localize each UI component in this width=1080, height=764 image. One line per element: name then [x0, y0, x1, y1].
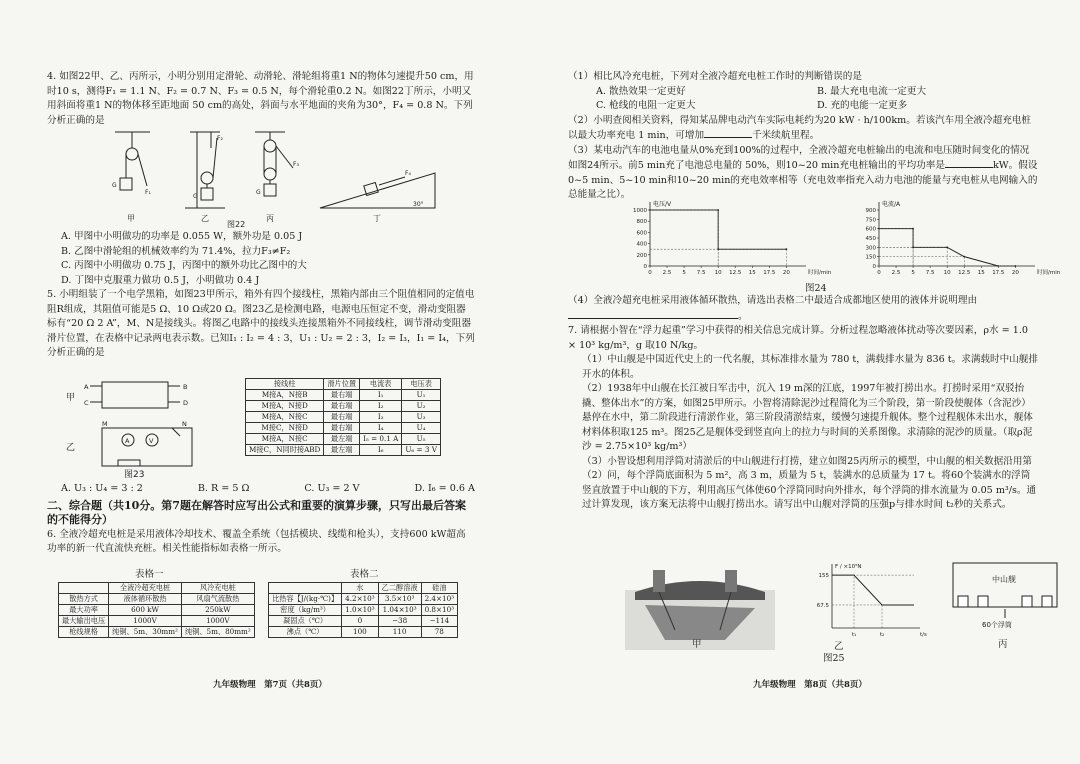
q5-table	[245, 378, 441, 456]
fig22-mark-f3: F₃	[293, 161, 299, 168]
meter-mark-v: V	[149, 437, 154, 445]
table1-row	[59, 605, 255, 616]
q5-stem: 5. 小明组装了一个电学黑箱，如图23甲所示，箱外有四个接线柱，黑箱内部由三个阻值相同的定值电阻R组成，其阻值可能是5 Ω、10 Ω或20 Ω。图23乙是检测电路，电源电压恒定不变，滑动变阻器标有“20 Ω 2 A”，M、N是接线头。将图乙电路中的接线头连接黑箱外不同接线柱，调节滑动变阻器滑片位置，在表格中记录两电表示数。已知I₁ : I₂ = 4 : 3，U₁ : U₂ = 2 : 3，I₂ = I₃，I₁ = I₄，下列分析正确的是	[47, 289, 475, 358]
fig24-caption: 图24	[805, 283, 827, 294]
table2-cell: 1.0×10³	[342, 605, 378, 616]
x-tick-label: 15	[748, 270, 756, 276]
q5-table-cell: U₂	[402, 401, 441, 412]
table1-cell: 纯铜、5m、30mm²	[109, 627, 182, 638]
table2-cell: 0	[342, 616, 378, 627]
x-tick-label: 5	[911, 270, 915, 276]
q5-th: 电流表	[360, 379, 402, 390]
fig23-label-jia: 甲	[66, 393, 76, 403]
y-axis-label: F / ×10⁵N	[835, 564, 862, 570]
q7-sub3: （3）小智设想利用浮筒对清淤后的中山舰进行打捞，建立如图25丙所示的模型，中山舰的相关数据沿用第（2）问，每个浮筒底面积为 5 m²，高 3 m，质量为 5 t，装满水的总质量为 17 t。将60个装满水的浮筒竖直放置于中山舰的下方，利用高压气体使60个浮筒同时向外排水，每个浮筒的排水流量为 0.05 m³/s。通过计算发现，该方案无法将中山舰打捞出水。请写出中山舰对浮筒的压强p与排水时间 t₂秒的关系式。	[582, 455, 1037, 510]
x-tick-label: t₁	[851, 632, 857, 638]
fig22-label-jia: 甲	[127, 214, 135, 223]
fig25-label-yi: 乙	[834, 641, 844, 652]
y-tick-label: 67.5	[816, 602, 829, 609]
data-point	[785, 248, 787, 250]
q7-sub2: （2）1938年中山舰在长江被日军击中，沉入 19 m深的江底，1997年被打捞出水。打捞时采用“双驳抬撬、整体出水”的方案，如图25甲所示。小智将清除泥沙过程简化为三个阶段，第一阶段使舰体（含泥沙）悬停在水中，第二阶段进行清淤作业，第三阶段清淤结束，缓慢匀速提升舰体。整个过程舰体未出水，舰体材料体积取125 m³。图25乙是舰体受到竖直向上的拉力与时间的关系图像。求清除的泥沙的质量。（取ρ泥沙 = 2.75×10³ kg/m³）	[582, 383, 1033, 452]
x-tick-label: 7.5	[696, 270, 706, 276]
q5-table-cell: M接A，N接C	[246, 412, 324, 423]
q5-table-cell: M接C，N同时接ABD	[246, 445, 324, 456]
q5-th: 接线柱	[246, 379, 324, 390]
q5-options	[47, 482, 475, 557]
table2-cell: 沸点（℃）	[269, 627, 342, 638]
y-tick-label: 150	[865, 254, 876, 261]
q7-stem: 7. 请根据小智在“浮力起重”学习中获得的相关信息完成计算。分析过程忽略液体扰动等次要因素，ρ水 = 1.0 × 10³ kg/m³，g 取10 N/kg。	[568, 325, 1028, 351]
box-mark-b: B	[183, 383, 188, 391]
q4-option-b: B. 乙图中滑轮组的机械效率约为 71.4%，拉力F₃≠F₂	[61, 245, 291, 257]
x-tick-label: 17.5	[992, 270, 1005, 276]
table1-cell: 250kW	[181, 605, 254, 616]
q5-table-cell: 最左端	[324, 445, 360, 456]
y-tick-label: 155	[818, 573, 829, 580]
q6-sub1: （1）相比风冷充电桩，下列对全液冷超充电桩工作时的判断错误的是	[568, 71, 862, 82]
q5-option-b: B. R = 5 Ω	[197, 483, 250, 494]
y-tick-label: 200	[636, 252, 647, 259]
y-tick-label: 450	[865, 236, 876, 242]
table2-th: 硅油	[421, 583, 457, 594]
table2-row	[269, 616, 458, 627]
fig23-label-yi: 乙	[66, 443, 76, 453]
fig22-mark-g1: G	[112, 182, 117, 189]
table2-cell: 凝固点（℃）	[269, 616, 342, 627]
table2-body	[269, 594, 458, 638]
data-point	[717, 209, 719, 211]
table1-th: 风冷充电桩	[181, 583, 254, 594]
q5-table-cell: M接C，N接D	[246, 423, 324, 434]
q6-sub1-option-a: A. 散热效果一定更好	[596, 85, 686, 97]
figure-24-voltage-chart	[626, 198, 832, 278]
x-axis-label: 时间/min	[1037, 270, 1061, 276]
q6-sub3-blank[interactable]	[945, 158, 993, 168]
q5-table-cell: 最右端	[324, 412, 360, 423]
q5-table-cell: 最左端	[324, 434, 360, 445]
table2-row	[269, 627, 458, 638]
table2-th: 水	[342, 583, 378, 594]
q5-table-row	[246, 412, 441, 423]
x-tick-label: 20	[1011, 270, 1019, 276]
q5-th: 电压表	[402, 379, 441, 390]
table2-cell: 4.2×10³	[342, 594, 378, 605]
q6-sub4-blank[interactable]	[568, 309, 738, 319]
fig25-label-jia: 甲	[692, 639, 702, 650]
y-tick-label: 300	[865, 245, 876, 252]
q6-sub4-text: （4）全液冷超充电桩采用液体循环散热，请选出表格二中最适合成都地区使用的液体并说明理由	[568, 295, 978, 306]
box-mark-c: C	[84, 399, 89, 407]
q5-table-cell: I₁	[360, 390, 402, 401]
fig22-label-ding: 丁	[373, 214, 381, 223]
q6-sub3	[568, 144, 1038, 203]
fig25-caption: 图25	[823, 653, 845, 664]
x-tick-label: 12.5	[729, 270, 742, 276]
section-title: 二、综合题（共10分。第7题在解答时应写出公式和重要的演算步骤，只写出最后答案的不能得分）	[47, 498, 466, 526]
q6-sub2-end: 千米续航里程。	[752, 130, 820, 141]
table1-body	[59, 594, 255, 638]
x-tick-label: 0	[648, 270, 652, 276]
q6-sub4-end: 。	[738, 310, 748, 322]
box-mark-d: D	[183, 399, 189, 407]
y-tick-label: 400	[636, 241, 647, 248]
meter-mark-m: M	[102, 420, 108, 428]
page8-footer: 九年级物理 第8页（共8页）	[753, 680, 867, 690]
data-point	[912, 228, 914, 230]
x-axis-label: 时间/min	[808, 270, 832, 276]
fig22-caption: 图22	[227, 220, 246, 229]
q5-table-cell: 最右端	[324, 390, 360, 401]
q6-sub1-option-c: C. 枪线的电阻一定更大	[596, 100, 696, 111]
table1-cell: 纯铜、5m、80mm²	[181, 627, 254, 638]
fig22-label-yi: 乙	[201, 214, 209, 223]
table1-title: 表格一	[135, 569, 164, 580]
q4-option-d: D. 丁图中克服重力做功 0.5 J，小明做功 0.4 J	[61, 274, 260, 286]
q5-table-cell: U₄	[402, 423, 441, 434]
q5-table-cell: I₅ = 0.1 A	[360, 434, 402, 445]
q6-continued	[568, 70, 1038, 203]
y-axis-label: 电压/V	[653, 201, 672, 208]
table1-cell: 最大功率	[59, 605, 109, 616]
x-tick-label: 15	[977, 270, 985, 276]
table1-cell: 枪线规格	[59, 627, 109, 638]
x-tick-label: t₂	[879, 632, 885, 638]
q6-sub1-option-d: D. 充的电能一定更多	[817, 100, 908, 111]
table1	[58, 582, 255, 638]
q5-table-header-row	[246, 379, 441, 390]
table1-row	[59, 616, 255, 627]
fig25-label-bing: 丙	[998, 639, 1008, 650]
figure-24-current-chart	[855, 198, 1065, 278]
q5-option-a: A. U₃ : U₄ = 3 : 2	[61, 483, 143, 494]
meter-mark-a: A	[125, 437, 130, 445]
y-tick-label: 800	[636, 219, 647, 226]
table2-cell: 78	[421, 627, 457, 638]
q5-table-cell: U₅	[402, 434, 441, 445]
x-tick-label: 7.5	[925, 270, 935, 276]
float-label: 60个浮筒	[982, 621, 1012, 629]
q5-table-cell: M接A，N接C	[246, 434, 324, 445]
q5-options-row	[47, 482, 475, 497]
fig22-mark-f2: F₂	[217, 135, 223, 142]
table2-cell: 3.5×10³	[378, 594, 421, 605]
table2-cell: 比热容【J/(kg·℃)】	[269, 594, 342, 605]
x-tick-label: 2.5	[891, 270, 901, 276]
y-tick-label: 600	[865, 226, 876, 233]
q6-sub1-options	[568, 85, 1038, 114]
fig22-label-bing: 丙	[266, 214, 274, 223]
q6-sub4-q7	[568, 294, 1038, 513]
q5-table-cell: M接A，N接B	[246, 390, 324, 401]
q5-table-row	[246, 445, 441, 456]
q5-table-row	[246, 423, 441, 434]
x-tick-label: 0	[877, 270, 881, 276]
q6-sub2	[568, 114, 1038, 144]
table2-cell: 0.8×10³	[421, 605, 457, 616]
q5-table-cell: I₂	[360, 401, 402, 412]
q5-option-d: D. I₆ = 0.6 A	[414, 483, 475, 494]
q7-sub1: （1）中山舰是中国近代史上的一代名舰，其标准排水量为 780 t，满载排水量为 836 t。求满载时中山舰排开水的体积。	[582, 354, 1038, 380]
table1-cell: 1000V	[109, 616, 182, 627]
q6-sub2-blank[interactable]	[704, 128, 752, 138]
figure-23	[62, 378, 222, 478]
table1-th	[59, 583, 109, 594]
figure-22	[105, 128, 445, 228]
table2-th: 乙二醇溶液	[378, 583, 421, 594]
table1-cell: 风扇气流散热	[181, 594, 254, 605]
x-tick-label: 10	[714, 270, 722, 276]
x-tick-label: 10	[943, 270, 951, 276]
table1-cell: 最大输出电压	[59, 616, 109, 627]
data-point	[1014, 265, 1016, 267]
table1-row	[59, 627, 255, 638]
y-tick-label: 0	[872, 264, 876, 270]
q5-table-cell: U₆ = 3 V	[402, 445, 441, 456]
q5-table-cell: I₄	[360, 423, 402, 434]
fig22-mark-g3: G	[256, 189, 261, 196]
q5-table-body	[246, 390, 441, 456]
q5-table-cell: U₁	[402, 390, 441, 401]
q5-th: 滑片位置	[324, 379, 360, 390]
y-axis-label: 电流/A	[882, 201, 901, 208]
q5-table-cell: M接A，N接D	[246, 401, 324, 412]
y-tick-label: 1000	[633, 208, 647, 214]
table2-cell: −38	[378, 616, 421, 627]
y-tick-label: 600	[636, 230, 647, 237]
fig22-mark-g2: G	[193, 193, 198, 200]
table1-cell: 600 kW	[109, 605, 182, 616]
fig22-mark-angle: 30°	[413, 201, 424, 208]
y-tick-label: 0	[643, 264, 647, 270]
q4-options	[47, 230, 475, 361]
q4-stem: 4. 如图22甲、乙、丙所示，小明分别用定滑轮、动滑轮、滑轮组将重1 N的物体匀速提升50 cm，用时10 s，测得F₁ = 1.1 N、F₂ = 0.7 N、F₃ = 0.5 N，每个滑轮重0.2 N。如图22丁所示，小明又用斜面将重1 N的物体移至距地面 50 cm的高处，斜面与水平地面的夹角为30°，F₄ = 0.8 N。下列分析正确的是	[47, 71, 474, 126]
x-tick-label: 12.5	[958, 270, 971, 276]
table2-cell: 密度（kg/m³）	[269, 605, 342, 616]
data-point	[963, 256, 965, 258]
figure-25-yi-chart	[802, 558, 932, 642]
q5-table-row	[246, 401, 441, 412]
figure-25-bing	[950, 560, 1060, 632]
y-tick-label: 750	[865, 217, 876, 224]
q5-table-cell: I₆	[360, 445, 402, 456]
fig22-mark-f4: F₄	[405, 170, 411, 177]
series-line	[832, 575, 914, 605]
q6-stem: 6. 全液冷超充电桩是采用液体冷却技术、覆盖全系统（包括模块、线缆和枪头），支持600 kW超高功率的新一代直流快充桩。相关性能指标如表格一所示。	[47, 528, 466, 554]
q4-block	[47, 70, 475, 128]
table2-cell: 100	[342, 627, 378, 638]
x-axis-label: t/s	[920, 632, 927, 638]
table2-title: 表格二	[350, 569, 379, 580]
table1-row	[59, 594, 255, 605]
q6-sub1-option-b: B. 最大充电电流一定更大	[817, 85, 927, 97]
table1-cell: 1000V	[181, 616, 254, 627]
q4-option-c: C. 丙图中小明做功 0.75 J，丙图中的额外功比乙图中的大	[61, 260, 307, 271]
table1-th: 全液冷超充电桩	[109, 583, 182, 594]
y-tick-label: 900	[865, 208, 876, 214]
q6-sub3-text: （3）某电动汽车的电池电量从0%充到100%的过程中，全液冷超充电桩输出的电流和电压随时间变化的情况如图24所示。前5 min充了电池总电量的 50%，则10~20 min充电桩输出的平均功率是	[568, 144, 1030, 171]
q6-sub3-mid: kW。假设0~5 min、5~10 min和10~20 min的充电效率相等（充电效率指充入动力电池的能量与充电桩从电网输入的总能量之比）。	[568, 160, 1038, 200]
table2-cell: 1.04×10³	[378, 605, 421, 616]
page-8	[540, 0, 1080, 764]
table2-row	[269, 605, 458, 616]
q4-option-a: A. 甲图中小明做功的功率是 0.055 W，额外功是 0.05 J	[61, 231, 303, 242]
q5-table-row	[246, 434, 441, 445]
table1-header-row	[59, 583, 255, 594]
table2-cell: 2.4×10³	[421, 594, 457, 605]
x-tick-label: 20	[782, 270, 790, 276]
table2-header-row	[269, 583, 458, 594]
table2	[268, 582, 458, 638]
x-tick-label: 17.5	[763, 270, 776, 276]
q5-table-cell: U₃	[402, 412, 441, 423]
table2-cell: 110	[378, 627, 421, 638]
q6-sub2-text: （2）小明查阅相关资料，得知某品牌电动汽车实际电耗约为20 kW · h/100km。若该汽车用全液冷超充电桩以最大功率充电 1 min，可增加	[568, 114, 1031, 141]
table2-th	[269, 583, 342, 594]
table1-cell: 液体循环散热	[109, 594, 182, 605]
ship-label: 中山舰	[992, 575, 1016, 584]
q5-table-cell: 最右端	[324, 423, 360, 434]
table2-cell: −114	[421, 616, 457, 627]
fig23-caption: 图23	[124, 470, 145, 480]
q5-table-cell: I₃	[360, 412, 402, 423]
page7-footer: 九年级物理 第7页（共8页）	[213, 680, 327, 690]
meter-mark-n: N	[182, 420, 187, 428]
table1-cell: 散热方式	[59, 594, 109, 605]
x-tick-label: 5	[682, 270, 686, 276]
fig22-mark-f1: F₁	[145, 189, 151, 196]
q5-option-c: C. U₃ = 2 V	[304, 483, 360, 494]
x-tick-label: 2.5	[662, 270, 672, 276]
box-mark-a: A	[84, 383, 89, 391]
data-point	[946, 246, 948, 248]
table2-row	[269, 594, 458, 605]
q5-table-cell: 最右端	[324, 401, 360, 412]
q6-sub4	[568, 294, 1038, 324]
q5-table-row	[246, 390, 441, 401]
